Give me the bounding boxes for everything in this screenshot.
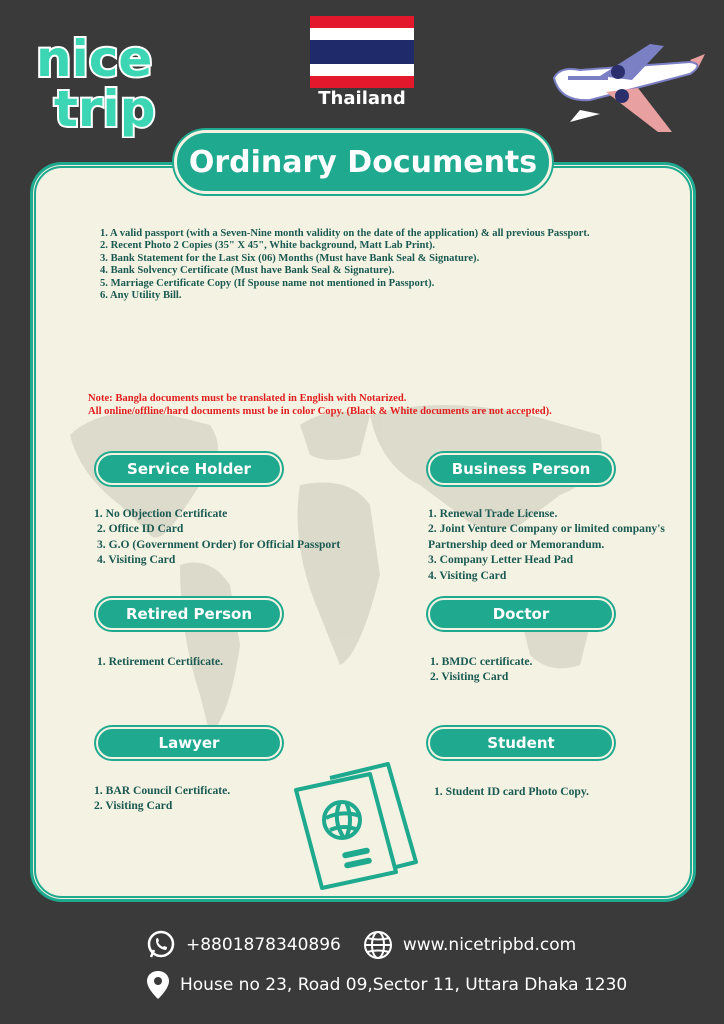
business-person-list [428, 506, 665, 583]
nicetrip-logo [34, 28, 194, 138]
location-pin-icon [146, 970, 170, 1000]
list-item: 1. BAR Council Certificate. [94, 784, 231, 797]
section-title-doctor: Doctor [428, 598, 614, 630]
airplane-icon [540, 40, 710, 140]
country-name: Thailand [318, 88, 406, 109]
list-item: 1. No Objection Certificate [94, 507, 228, 520]
globe-icon [363, 930, 393, 960]
whatsapp-icon [146, 930, 176, 960]
list-item: 2. Visiting Card [94, 799, 173, 813]
ordinary-documents-list [100, 228, 690, 302]
world-map [60, 395, 620, 775]
lawyer-list [94, 783, 230, 814]
retired-person-list [97, 654, 223, 669]
list-item: 1. Renewal Trade License. [428, 507, 558, 520]
student-list [434, 784, 589, 799]
list-item: 4. Visiting Card [428, 568, 507, 582]
address-text: House no 23, Road 09,Sector 11, Uttara Dhaka 1230 [180, 975, 628, 995]
list-item: 4. Bank Solvency Certificate (Must have Bank Seal & Signature). [100, 265, 395, 277]
list-item: 1. Student ID card Photo Copy. [434, 785, 589, 798]
footer-address-row [146, 970, 627, 1000]
note-text [88, 392, 688, 418]
list-item: Partnership deed or Memorandum. [428, 537, 605, 551]
section-title-student: Student [428, 727, 614, 759]
section-title-lawyer: Lawyer [96, 727, 282, 759]
list-item: 3. Company Letter Head Pad [428, 553, 574, 567]
list-item: 3. G.O (Government Order) for Official Passport [97, 537, 341, 551]
list-item: 5. Marriage Certificate Copy (If Spouse name not mentioned in Passport). [100, 277, 435, 289]
list-item: 2. Joint Venture Company or limited company's [428, 522, 665, 536]
service-holder-list [94, 506, 340, 568]
note-line: All online/offline/hard documents must be in color Copy. (Black & White documents are not accepted). [88, 406, 552, 417]
phone-number[interactable]: +8801878340896 [186, 935, 341, 955]
svg-text:nice: nice [36, 30, 153, 88]
page-title: Ordinary Documents [174, 130, 552, 194]
list-item: 6. Any Utility Bill. [100, 290, 182, 302]
svg-text:trip: trip [54, 80, 156, 138]
footer-contact-row [146, 930, 576, 960]
section-title-service-holder: Service Holder [96, 453, 282, 485]
note-line: Note: Bangla documents must be translated in English with Notarized. [88, 393, 407, 404]
thailand-flag [310, 16, 414, 88]
list-item: 2. Visiting Card [430, 670, 509, 684]
list-item: 2. Office ID Card [97, 522, 184, 536]
list-item: 2. Recent Photo 2 Copies (35" X 45", White background, Matt Lab Print). [100, 240, 436, 252]
list-item: 3. Bank Statement for the Last Six (06) Months (Must have Bank Seal & Signature). [100, 252, 480, 264]
list-item: 1. A valid passport (with a Seven-Nine month validity on the date of the application) & all previous Passport. [100, 228, 590, 239]
passport-icon [290, 760, 420, 895]
section-title-retired-person: Retired Person [96, 598, 282, 630]
list-item: 4. Visiting Card [97, 553, 176, 567]
list-item: 1. BMDC certificate. [430, 655, 533, 668]
website-link[interactable]: www.nicetripbd.com [402, 935, 577, 955]
doctor-list [430, 654, 532, 685]
list-item: 1. Retirement Certificate. [97, 655, 223, 668]
section-title-business-person: Business Person [428, 453, 614, 485]
